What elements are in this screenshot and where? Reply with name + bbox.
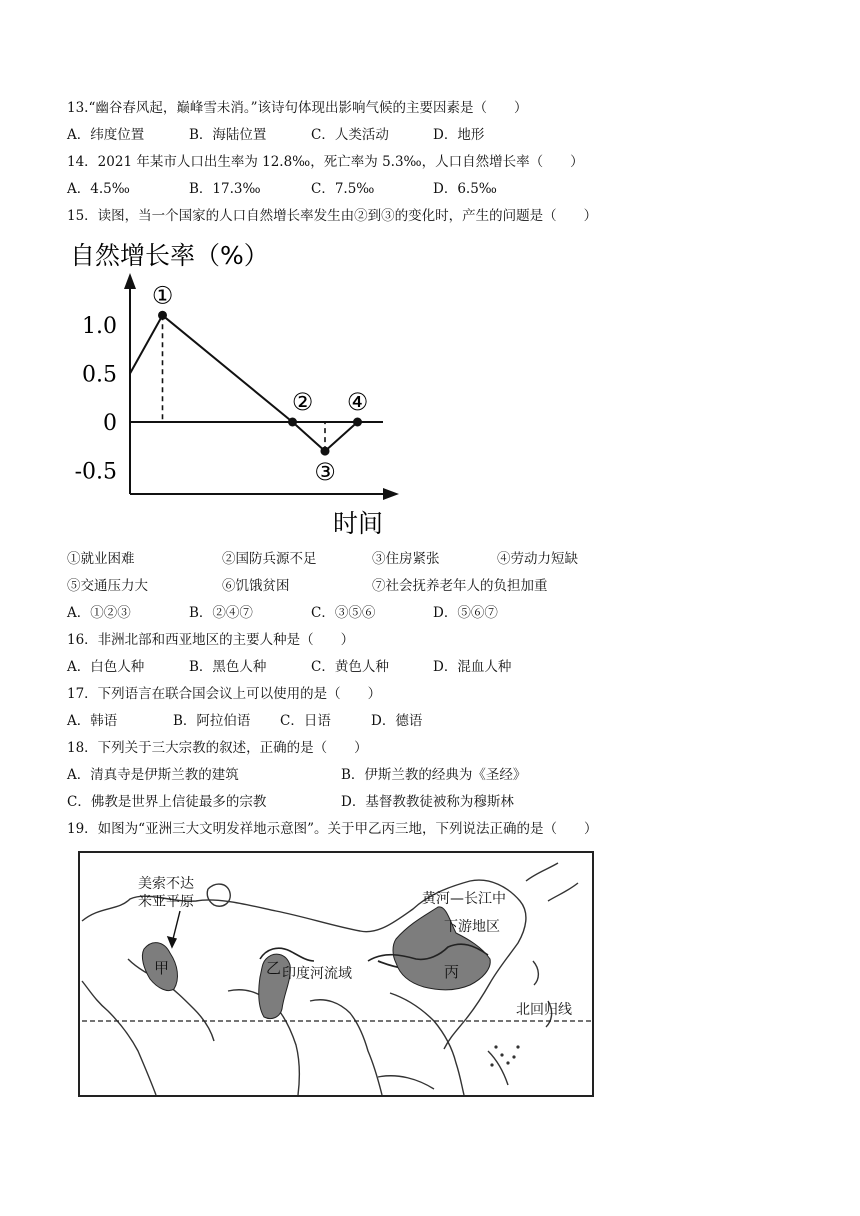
- q15-stem: 15．读图，当一个国家的人口自然增长率发生由②到③的变化时，产生的问题是（ ）: [67, 208, 598, 224]
- y-axis-arrow: [124, 273, 136, 289]
- label-meso-1: 美索不达: [138, 876, 194, 892]
- q17-option-d: D．德语: [371, 713, 423, 729]
- q15-option-c: C．③⑤⑥: [311, 605, 376, 621]
- point-label: ②: [291, 388, 314, 416]
- q13-option-c: C．人类活动: [311, 127, 389, 143]
- q14-option-d: D．6.5‰: [433, 181, 497, 197]
- label-yellow-2: 下游地区: [444, 919, 500, 935]
- data-point: [353, 418, 362, 427]
- asia-civilization-map: [78, 851, 594, 1097]
- y-tick-label: -0.5: [74, 459, 117, 485]
- label-yellow-1: 黄河—长江中: [422, 891, 506, 907]
- label-indus: 印度河流域: [282, 966, 352, 982]
- q14-option-b: B．17.3‰: [189, 181, 261, 197]
- q16-option-a: A．白色人种: [67, 659, 145, 675]
- q19-stem: 19．如图为“亚洲三大文明发祥地示意图”。关于甲乙丙三地，下列说法正确的是（ ）: [67, 821, 598, 837]
- y-tick-label: 1.0: [82, 314, 117, 339]
- q18-option-c: C．佛教是世界上信徒最多的宗教: [67, 794, 267, 810]
- q18-option-d: D．基督教教徒被称为穆斯林: [341, 794, 514, 810]
- q13-stem: 13.“幽谷春风起，巅峰雪未消。”该诗句体现出影响气候的主要因素是（ ）: [67, 100, 528, 116]
- q15-item-5: ⑤交通压力大: [67, 578, 148, 594]
- population-growth-chart: [65, 232, 410, 542]
- y-tick-label: 0: [103, 411, 117, 436]
- point-label: ③: [314, 458, 336, 487]
- x-axis-title: 时间: [333, 509, 384, 538]
- q15-option-d: D．⑤⑥⑦: [433, 605, 498, 621]
- q15-option-a: A．①②③: [67, 605, 131, 621]
- q13-option-a: A．纬度位置: [67, 127, 145, 143]
- q16-option-c: C．黄色人种: [311, 659, 389, 675]
- growth-rate-line: [130, 315, 358, 451]
- y-tick-label: 0.5: [82, 362, 117, 388]
- q14-option-a: A．4.5‰: [67, 181, 130, 197]
- chart-ticks: [75, 314, 117, 485]
- label-jia: 甲: [154, 959, 170, 977]
- q17-stem: 17．下列语言在联合国会议上可以使用的是（ ）: [67, 686, 382, 702]
- q15-item-1: ①就业困难: [67, 551, 135, 567]
- point-label: ①: [151, 281, 174, 310]
- q17-option-b: B．阿拉伯语: [173, 713, 251, 729]
- q15-item-6: ⑥饥饿贫困: [222, 578, 290, 594]
- point-label: ④: [346, 388, 369, 416]
- q16-option-b: B．黑色人种: [189, 659, 267, 675]
- y-axis-title: 自然增长率（%）: [70, 241, 269, 270]
- label-yi: 乙: [266, 959, 282, 977]
- q18-option-a: A．清真寺是伊斯兰教的建筑: [67, 767, 239, 783]
- q16-option-d: D．混血人种: [433, 659, 512, 675]
- q15-item-2: ②国防兵源不足: [222, 551, 317, 567]
- q13-option-b: B．海陆位置: [189, 127, 267, 143]
- q14-option-c: C．7.5‰: [311, 181, 375, 197]
- q15-item-4: ④劳动力短缺: [497, 551, 578, 567]
- q15-option-b: B．②④⑦: [189, 605, 253, 621]
- q15-item-7: ⑦社会抚养老年人的负担加重: [372, 578, 548, 594]
- q18-stem: 18．下列关于三大宗教的叙述，正确的是（ ）: [67, 740, 368, 756]
- q17-option-a: A．韩语: [67, 713, 118, 729]
- chart-series: [130, 281, 368, 486]
- data-point: [158, 311, 167, 320]
- q18-option-b: B．伊斯兰教的经典为《圣经》: [341, 767, 527, 783]
- q16-stem: 16．非洲北部和西亚地区的主要人种是（ ）: [67, 632, 355, 648]
- data-point: [288, 418, 297, 427]
- q13-option-d: D．地形: [433, 127, 485, 143]
- x-axis-arrow: [383, 488, 399, 500]
- q14-stem: 14．2021 年某市人口出生率为 12.8‰，死亡率为 5.3‰，人口自然增长率（ ）: [67, 154, 584, 170]
- label-bing: 丙: [444, 963, 460, 981]
- label-tropic: 北回归线: [516, 1002, 572, 1018]
- q17-option-c: C．日语: [280, 713, 331, 729]
- label-meso-2: 米亚平原: [138, 894, 194, 910]
- q15-item-3: ③住房紧张: [372, 551, 440, 567]
- data-point: [321, 447, 330, 456]
